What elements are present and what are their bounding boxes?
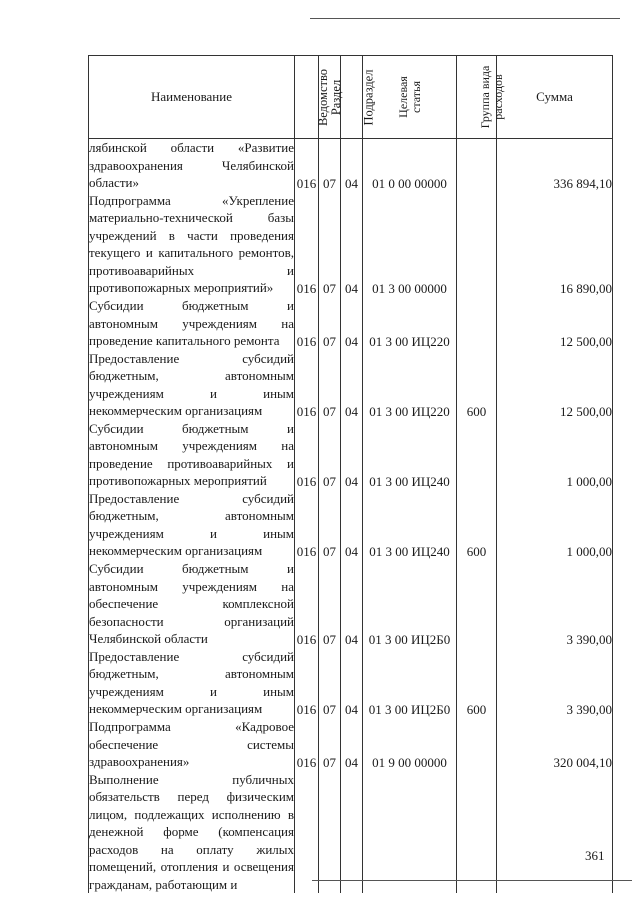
row-name: Предоставление субсидий бюджетным, автономным учреждениям и иным некоммерческим организациям	[89, 490, 294, 558]
row-name: Субсидии бюджетным и автономным учреждениям на обеспечение комплексной безопасности организаций Челябинской области	[89, 561, 294, 646]
row-section: 07	[319, 350, 341, 420]
row-name: Субсидии бюджетным и автономным учреждениям на проведение противоаварийных и противопожарных мероприятий	[89, 420, 294, 488]
table-row	[89, 771, 613, 894]
header-expense-group: Группа вида расходов	[457, 56, 497, 139]
row-group	[457, 192, 497, 297]
row-dept: 016	[295, 560, 319, 648]
table-header-row	[89, 56, 613, 139]
row-group: 600	[457, 350, 497, 420]
row-target: 01 3 00 ИЦ240	[363, 490, 457, 560]
header-subsection: Подраздел	[341, 56, 363, 139]
row-name: Предоставление субсидий бюджетным, автономным учреждениям и иным некоммерческим организациям	[89, 648, 294, 716]
table-row	[89, 350, 613, 420]
row-name: Подпрограмма «Укрепление материально-технической базы учреждений в части проведения текущего и капитального ремонтов, противоаварийных и противопожарных мероприятий»	[89, 192, 294, 295]
table-row	[89, 139, 613, 192]
table-row	[89, 560, 613, 648]
row-subsection: 04	[341, 560, 363, 648]
row-dept: 016	[295, 718, 319, 771]
row-group	[457, 718, 497, 771]
row-dept: 016	[295, 297, 319, 350]
row-dept: 016	[295, 490, 319, 560]
row-group: 600	[457, 648, 497, 718]
row-subsection	[341, 771, 363, 894]
row-subsection: 04	[341, 718, 363, 771]
row-dept	[295, 771, 319, 894]
row-subsection: 04	[341, 350, 363, 420]
row-subsection: 04	[341, 490, 363, 560]
row-target: 01 3 00 ИЦ2Б0	[363, 648, 457, 718]
row-target: 01 0 00 00000	[363, 139, 457, 192]
bottom-rule	[312, 880, 632, 881]
top-rule	[310, 18, 620, 19]
header-sum: Сумма	[497, 56, 613, 139]
row-sum: 336 894,10	[497, 139, 613, 192]
table-row	[89, 420, 613, 490]
budget-table	[88, 55, 613, 893]
row-target: 01 3 00 ИЦ240	[363, 420, 457, 490]
row-subsection: 04	[341, 192, 363, 297]
row-section: 07	[319, 648, 341, 718]
row-name: Субсидии бюджетным и автономным учреждениям на проведение капитального ремонта	[89, 298, 294, 348]
table-row	[89, 297, 613, 350]
row-sum: 1 000,00	[497, 420, 613, 490]
row-section: 07	[319, 560, 341, 648]
table-row	[89, 648, 613, 718]
row-dept: 016	[295, 420, 319, 490]
row-sum: 16 890,00	[497, 192, 613, 297]
table-row	[89, 718, 613, 771]
row-target: 01 3 00 00000	[363, 192, 457, 297]
row-section: 07	[319, 192, 341, 297]
header-target: Целевая статья	[363, 56, 457, 139]
row-target: 01 9 00 00000	[363, 718, 457, 771]
row-group: 600	[457, 490, 497, 560]
row-group	[457, 771, 497, 894]
header-section: Раздел	[319, 56, 341, 139]
row-dept: 016	[295, 350, 319, 420]
row-section: 07	[319, 139, 341, 192]
row-dept: 016	[295, 139, 319, 192]
row-name: Подпрограмма «Кадровое обеспечение системы здравоохранения»	[89, 719, 294, 769]
row-section	[319, 771, 341, 894]
row-subsection: 04	[341, 297, 363, 350]
row-name: Предоставление субсидий бюджетным, автономным учреждениям и иным некоммерческим организациям	[89, 350, 294, 418]
row-sum: 320 004,10	[497, 718, 613, 771]
row-name: Выполнение публичных обязательств перед физическим лицом, подлежащих исполнению в денежной форме (компенсация расходов на оплату жилых помещений, отопления и освещения гражданам, работающим и	[89, 771, 294, 892]
row-subsection: 04	[341, 648, 363, 718]
row-name: лябинской области «Развитие здравоохранения Челябинской области»	[89, 140, 294, 190]
row-sum	[497, 771, 613, 894]
row-sum: 12 500,00	[497, 297, 613, 350]
row-sum: 1 000,00	[497, 490, 613, 560]
row-dept: 016	[295, 648, 319, 718]
row-target	[363, 771, 457, 894]
page-number: 361	[585, 848, 605, 863]
row-target: 01 3 00 ИЦ2Б0	[363, 560, 457, 648]
header-dept: Ведомство	[295, 56, 319, 139]
row-subsection: 04	[341, 139, 363, 192]
row-group	[457, 560, 497, 648]
row-subsection: 04	[341, 420, 363, 490]
row-dept: 016	[295, 192, 319, 297]
row-section: 07	[319, 297, 341, 350]
row-target: 01 3 00 ИЦ220	[363, 350, 457, 420]
row-group	[457, 297, 497, 350]
row-sum: 3 390,00	[497, 648, 613, 718]
row-section: 07	[319, 420, 341, 490]
row-group	[457, 420, 497, 490]
row-target: 01 3 00 ИЦ220	[363, 297, 457, 350]
row-section: 07	[319, 718, 341, 771]
row-section: 07	[319, 490, 341, 560]
row-group	[457, 139, 497, 192]
table-row	[89, 490, 613, 560]
row-sum: 3 390,00	[497, 560, 613, 648]
header-name: Наименование	[89, 56, 295, 139]
table-row	[89, 192, 613, 297]
row-sum: 12 500,00	[497, 350, 613, 420]
